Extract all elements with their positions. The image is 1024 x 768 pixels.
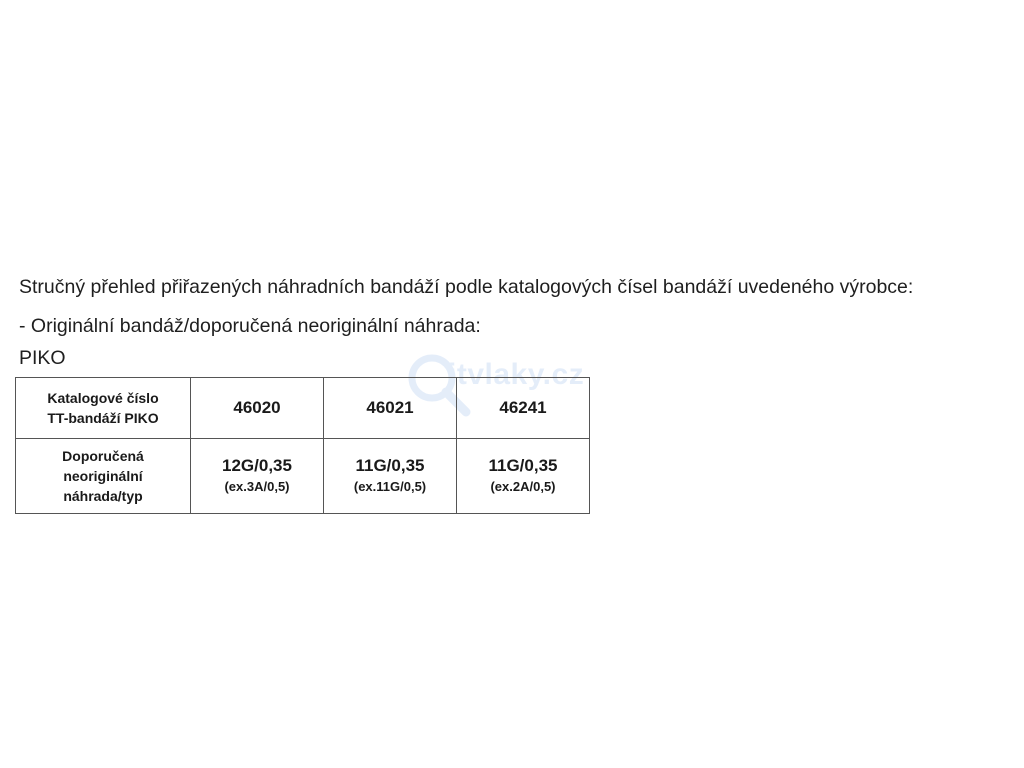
replacement-cell — [457, 439, 590, 514]
replacement-label-line3: náhrada/typ — [63, 488, 143, 504]
catalog-cell — [457, 378, 590, 439]
original-type: (ex.11G/0,5) — [353, 479, 427, 494]
manufacturer-name: PIKO — [19, 347, 66, 369]
table-row-catalog — [16, 378, 590, 439]
replacement-label-line2: neoriginální — [63, 468, 143, 484]
row-label-replacement — [16, 439, 191, 514]
replacement-cell — [191, 439, 324, 514]
intro-heading: Stručný přehled přiřazených náhradních bandáží podle katalogových čísel bandáží uvedeného výrobce: — [19, 276, 914, 298]
bandage-table — [15, 377, 590, 514]
intro-subheading: - Originální bandáž/doporučená neoriginální náhrada: — [19, 315, 481, 337]
catalog-label-line2: TT-bandáží PIKO — [47, 410, 159, 426]
catalog-label-line1: Katalogové číslo — [47, 390, 159, 406]
original-type: (ex.3A/0,5) — [224, 479, 290, 494]
replacement-cell — [324, 439, 457, 514]
replacement-type: 11G/0,35 — [488, 456, 558, 475]
catalog-number: 46241 — [499, 398, 547, 417]
original-type: (ex.2A/0,5) — [490, 479, 556, 494]
catalog-cell — [324, 378, 457, 439]
row-label-catalog — [16, 378, 191, 439]
replacement-type: 11G/0,35 — [355, 456, 425, 475]
catalog-number: 46020 — [233, 398, 281, 417]
catalog-number: 46021 — [366, 398, 414, 417]
replacement-type: 12G/0,35 — [222, 456, 292, 475]
watermark-text: itvlaky.cz — [448, 358, 585, 391]
catalog-cell — [191, 378, 324, 439]
replacement-label-line1: Doporučená — [62, 448, 144, 464]
table-row-replacement — [16, 439, 590, 514]
